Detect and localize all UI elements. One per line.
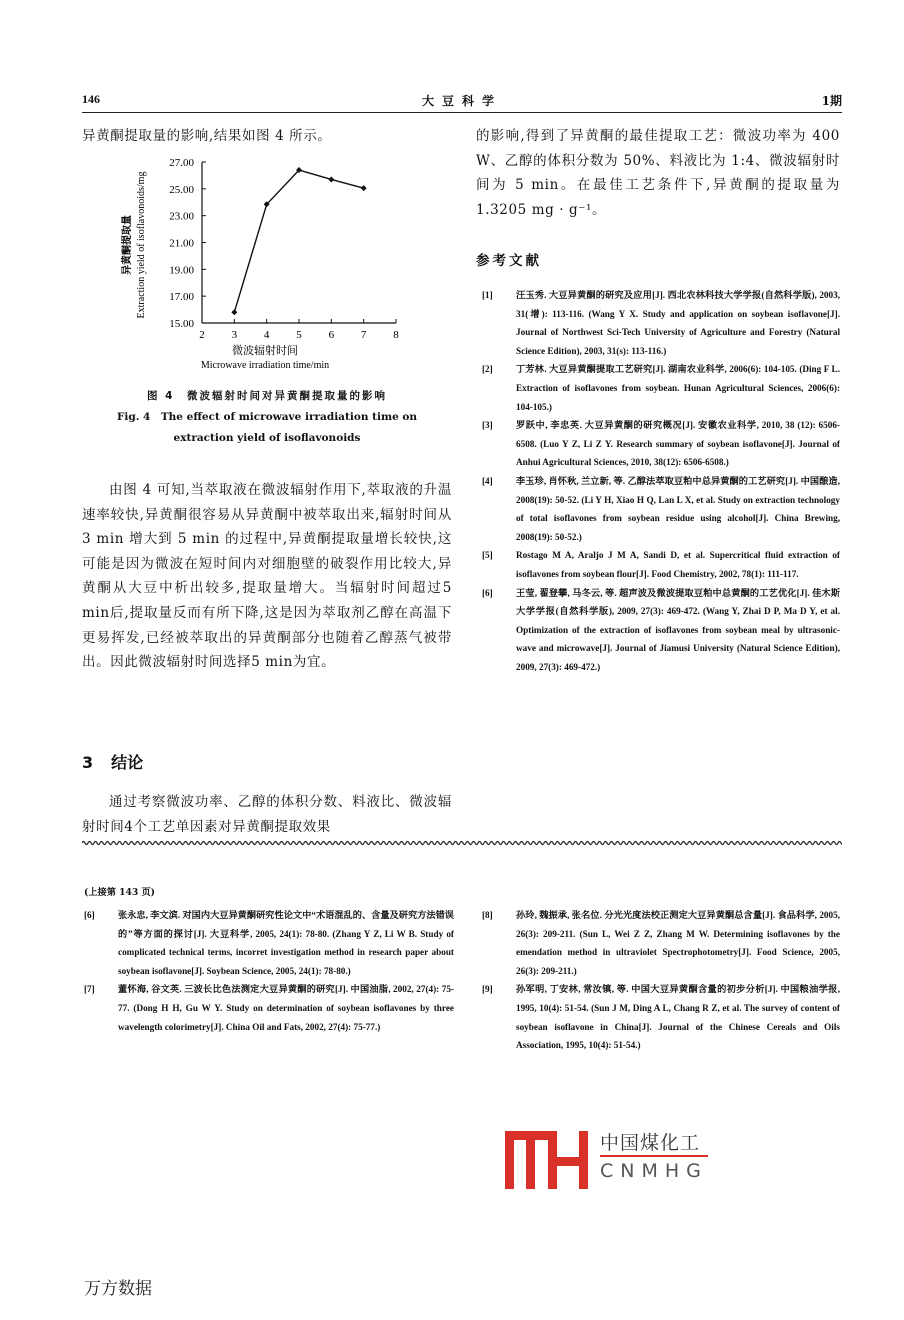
reference-item — [482, 584, 840, 677]
logo-text-cn: 中国煤化工 — [600, 1132, 701, 1154]
logo-text-en: CNMHG — [600, 1160, 708, 1182]
wavy-divider — [82, 838, 842, 848]
reference-number: [6] — [84, 910, 95, 920]
section-number: 3 — [82, 753, 94, 772]
reference-number: [7] — [84, 984, 95, 995]
watermark-text: 万方数据 — [84, 1279, 152, 1299]
reference-number: [8] — [482, 910, 493, 920]
conclusion-paragraph: 通过考察微波功率、乙醇的体积分数、料液比、微波辐射时间4个工艺单因素对异黄酮提取效果 — [82, 794, 452, 835]
x-tick-label: 2 — [199, 329, 205, 341]
reference-item — [482, 472, 840, 546]
data-point — [231, 309, 237, 315]
data-point — [328, 176, 334, 182]
x-tick-label: 3 — [231, 329, 238, 341]
figure-caption-cn: 图 4 微波辐射时间对异黄酮提取量的影响 — [147, 390, 387, 402]
x-axis-label-en: Microwave irradiation time/min — [200, 360, 330, 371]
y-tick-labels — [169, 157, 194, 330]
y-tick-label: 27.00 — [169, 157, 194, 169]
section-title: 结论 — [111, 753, 144, 772]
figure-caption — [82, 386, 452, 449]
y-tick-label: 17.00 — [169, 291, 194, 304]
x-tick-labels — [199, 329, 399, 341]
reference-item — [482, 360, 840, 416]
conclusion-continued: 的影响,得到了异黄酮的最佳提取工艺：微波功率为 400 W、乙醇的体积分数为 50%、料液比为 1:4、微波辐射时间为 5 min。在最佳工艺条件下,异黄酮的提取量为 1.3205 mg · g⁻¹。 — [476, 128, 840, 218]
body-paragraph: 由图 4 可知,当萃取液在微波辐射作用下,萃取液的升温速率较快,异黄酮很容易从异黄酮中被萃取出来,辐射时间从 3 min 增大到 5 min 的过程中,异黄酮提取量增长较快,这可能是因为微波在短时间内对细胞壁的破裂作用比较大,异黄酮从大豆中析出较多,提取量增大。当辐射时间超过5 min后,提取量反而有所下降,这是因为萃取剂乙醇在高温下更易挥发,已经被萃取出的异黄酮部分也随着乙醇蒸气被带出。因此微波辐射时间选择5 min为宜。 — [82, 482, 452, 671]
series-line — [234, 170, 363, 312]
x-axis-label-cn: 微波辐射时间 — [232, 344, 298, 357]
y-tick-label: 19.00 — [169, 264, 194, 277]
continuation-refs-left — [84, 906, 454, 1036]
reference-text: 李玉珍, 肖怀秋, 兰立新, 等. 乙醇法萃取豆粕中总异黄酮的工艺研究[J]. 中国酿造, 2008(19): 50-52. (Li Y H, Xiao H Q, Lan L X, et al. Study on extraction technology of total isoflavones from soybean residue using alcohol[J]. China Brewing, 2008(19): 50-52.) — [516, 475, 840, 542]
y-axis-label-en: Extraction yield of isoflavonoids/mg — [136, 171, 147, 319]
reference-text: 张永忠, 李文滨. 对国内大豆异黄酮研究性论文中“术语混乱的、含量及研究方法错误的”等方面的探讨[J]. 大豆科学, 2005, 24(1): 78-80. (Zhang Y Z, Li W B. Study of complicated technical terms, incorret investigation method in research paper about soybean isoflavone[J]. Soybean Science, 2005, 24(1): 78-80.) — [118, 910, 454, 976]
issue-number: 1期 — [821, 94, 842, 108]
reference-text: 董怀海, 谷文英. 三波长比色法测定大豆异黄酮的研究[J]. 中国油脂, 2002, 27(4): 75-77. (Dong H H, Gu W Y. Study on determination of soybean isoflavones by three wavelength colorimetry[J]. China Oil and Fats, 2002, 27(4): 75-77.) — [118, 984, 454, 1032]
journal-name: 大豆科学 — [422, 94, 503, 108]
data-point — [361, 185, 367, 191]
reference-number: [4] — [482, 475, 493, 486]
figure-caption-en-1: Fig. 4 The effect of microwave irradiation time on — [116, 411, 418, 423]
reference-item — [482, 980, 840, 1054]
reference-text: 罗跃中, 李忠英. 大豆异黄酮的研究概况[J]. 安徽农业科学, 2010, 38 (12): 6506-6508. (Luo Y Z, Li Z Y. Research summary of soybean isoflavone[J]. Journal of Anhui Agricultural Sciences, 2010, 38(12): 6506-6508.) — [516, 420, 840, 468]
x-tick-label: 4 — [263, 329, 270, 341]
reference-item — [482, 906, 840, 980]
x-tick-label: 7 — [360, 329, 367, 341]
x-tick-label: 8 — [393, 329, 399, 341]
reference-item — [482, 416, 840, 472]
running-header — [82, 92, 842, 113]
y-axis-label-cn: 异黄酮提取量 — [122, 215, 133, 275]
y-tick-label: 15.00 — [169, 318, 194, 330]
reference-list — [482, 286, 840, 676]
page-number: 146 — [82, 92, 100, 106]
logo-divider — [600, 1155, 708, 1157]
reference-number: [9] — [482, 984, 493, 995]
reference-item — [482, 546, 840, 583]
reference-text: 王莹, 翟登攀, 马冬云, 等. 超声波及微波提取豆粕中总黄酮的工艺优化[J]. 佳木斯大学学报(自然科学版), 2009, 27(3): 469-472. (Wang Y, Zhai D P, Ma D Y, et al. Optimization of the extraction of isoflavones from soybean meal by ultrasonic-wave and microwave[J]. Journal of Jiamusi University (Natural Science Edition), 2009, 27(3): 469-472.) — [516, 587, 840, 672]
x-tick-label: 6 — [328, 329, 335, 341]
line-chart — [100, 150, 420, 375]
reference-text: 丁芳林. 大豆异黄酮提取工艺研究[J]. 湖南农业科学, 2006(6): 104-105. (Ding F L. Extraction of isoflavones from soybean. Hunan Agricultural Sciences, 2006(6): 104-105.) — [516, 364, 840, 412]
reference-number: [6] — [482, 587, 493, 598]
section-heading — [82, 750, 143, 773]
reference-text: 孙玲, 魏振承, 张名位. 分光光度法校正测定大豆异黄酮总含量[J]. 食品科学, 2005, 26(3): 209-211. (Sun L, Wei Z Z, Zhang M W. Determining isoflavones by the emendation method in ultraviolet Spectrophotometry[J]. Food Science, 2005, 26(3): 209-211.) — [516, 910, 840, 976]
reference-item — [84, 906, 454, 980]
reference-item — [84, 980, 454, 1036]
y-tick-label: 25.00 — [169, 183, 194, 196]
y-tick-label: 23.00 — [169, 210, 194, 223]
continuation-refs-right — [482, 906, 840, 1055]
reference-text: Rostago M A, Araljo J M A, Sandi D, et al. Supercritical fluid extraction of isoflavones from soybean flour[J]. Food Chemistry, 2002, 78(1): 111-117. — [516, 550, 840, 579]
y-tick-label: 21.00 — [169, 237, 194, 250]
figure-caption-en-2: extraction yield of isoflavonoids — [173, 432, 361, 444]
chart-axes — [202, 162, 396, 323]
references-heading: 参考文献 — [476, 253, 542, 269]
data-points — [231, 167, 366, 315]
reference-number: [5] — [482, 550, 493, 561]
reference-text: 孙军明, 丁安林, 常汝镇, 等. 中国大豆异黄酮含量的初步分析[J]. 中国粮油学报, 1995, 10(4): 51-54. (Sun J M, Ding A L, Chang R Z, et al. The survey of content of soybean isoflavone in China[J]. Journal of the Chinese Cereals and Oils Association, 1995, 10(4): 51-54.) — [516, 984, 840, 1051]
intro-line: 异黄酮提取量的影响,结果如图 4 所示。 — [82, 128, 332, 144]
x-tick-label: 5 — [296, 329, 302, 341]
reference-text: 汪玉秀. 大豆异黄酮的研究及应用[J]. 西北农林科技大学学报(自然科学版), 2003, 31(增): 113-116. (Wang Y X. Study and application on soybean isoflavone[J]. Journal of Northwest Sci-Tech University of Agriculture and Forestry (Natural Science Edition), 2003, 31(s): 113-116.) — [516, 290, 840, 356]
reference-item — [482, 286, 840, 360]
reference-number: [3] — [482, 420, 493, 431]
cnmhg-logo-icon — [505, 1131, 595, 1189]
reference-number: [2] — [482, 364, 493, 375]
reference-number: [1] — [482, 290, 493, 300]
continuation-label: (上接第 143 页) — [84, 887, 156, 898]
